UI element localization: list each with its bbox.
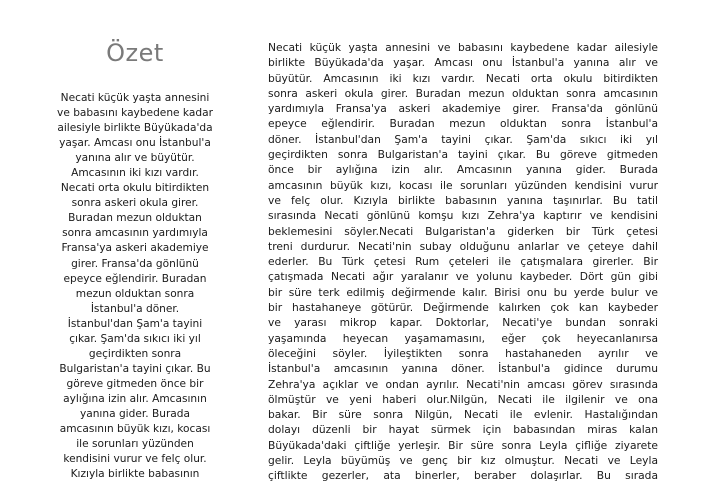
sidebar-line: Bulgaristan'a tayini çıkar. Bu: [59, 362, 211, 375]
main-text-line: epeyce eğlendirir. Buradan mezun olduktan sonra İstanbul'a: [268, 117, 658, 131]
sidebar-line: sonra askeri okula girer.: [71, 197, 199, 210]
main-text-line: sırasında Necati gönlünü komşu kızı Zehra'ya kaptırır ve kendisini: [268, 209, 658, 223]
main-text-line: dolayı düzenli bir hayat sürmek için babasından miras kalan: [268, 423, 658, 437]
sidebar-line: yanına alır ve büyütür.: [75, 152, 195, 165]
sidebar-line: Buradan mezun olduktan: [68, 212, 202, 225]
page-title: Özet: [106, 39, 164, 67]
sidebar-line: Kızıyla birlikte babasının: [70, 468, 200, 481]
sidebar-line: ve babasını kaybedene kadar: [57, 107, 213, 120]
main-text-line: Necati küçük yaşta annesini ve babasını kaybedene kadar ailesiyle: [268, 41, 658, 54]
sidebar-line: Necati orta okulu bitirdikten: [60, 182, 210, 195]
sidebar-line: geçirdikten sonra: [88, 347, 182, 360]
sidebar-line: aylığına izin alır. Amcasının: [63, 392, 207, 405]
main-text-line: amcasının büyük kızı, kocası ile sorunları yüzünden kendisini vurur: [268, 178, 658, 192]
main-text-line: gelir. Leyla büyümüş ve genç bir kız olmuştur. Necati ve Leyla: [268, 454, 658, 468]
main-text-line: treni durdurur. Necati'nin subay olduğunu anlarlar ve çeteye dahil: [268, 239, 658, 253]
summary-sidebar-text: [45, 91, 225, 482]
main-text-line: birlikte Büyükada'da yaşar. Amcası onu İstanbul'a yanına alır ve: [268, 56, 658, 70]
main-text-line: bakar. Bir süre sonra Nilgün, Necati ile evlenir. Hastalığından: [268, 408, 658, 422]
sidebar-line: epeyce eğlendirir. Buradan: [63, 272, 207, 285]
sidebar-line: mezun olduktan sonra: [75, 287, 195, 300]
sidebar-line: Amcasının iki kızı vardır.: [71, 167, 199, 180]
sidebar-line: ile sorunları yüzünden: [76, 438, 194, 451]
sidebar-line: kendisini vurur ve felç olur.: [63, 453, 207, 466]
sidebar-line: Fransa'ya askeri akademiye: [61, 242, 209, 255]
main-text-line: ve felç olur. Kızıyla birlikte babasının yanına taşınırlar. Bu tatil: [268, 193, 658, 207]
main-text-line: döner. İstanbul'dan Şam'a tayini çıkar. Şam'da sıkıcı iki yıl: [268, 132, 658, 146]
main-text-line: bir hastahaneye götürür. Değirmende kalırken çok kan kaybeder: [268, 301, 658, 315]
main-text-line: yardımıyla Fransa'ya askeri akademiye girer. Fransa'da gönlünü: [268, 102, 658, 116]
sidebar-line: girer. Fransa'da gönlünü: [71, 257, 199, 270]
main-text-line: ederler. Bu Türk çetesi Rum çeteleri ile çatışmalara girerler. Bir: [268, 255, 658, 269]
sidebar-line: sonra amcasının yardımıyla: [62, 227, 208, 240]
sidebar-line: yaşar. Amcası onu İstanbul'a: [59, 137, 211, 150]
main-text-line: yaşamında heyecan yaşamamasını, eğer çok heyecanlanırsa: [268, 331, 658, 345]
sidebar-line: göreve gitmeden önce bir: [66, 377, 204, 390]
main-text-line: Zehra'ya açıklar ve ondan ayrılır. Necati'nin amcası görev sırasında: [268, 377, 658, 391]
sidebar-line: Necati küçük yaşta annesini: [60, 92, 210, 104]
main-text-line: çiftlikte gezerler, ata binerler, beraber dolaşırlar. Bu sırada: [268, 469, 658, 483]
sidebar-line: yanına gider. Burada: [79, 407, 191, 420]
sidebar-line: ailesiyle birlikte Büyükada'da: [57, 122, 213, 135]
main-text-line: ve yarası mikrop kapar. Doktorlar, Necati'ye bundan sonraki: [268, 316, 658, 330]
sidebar-line: İstanbul'a döner.: [90, 302, 180, 315]
main-text-line: önce bir aylığına izin alır. Amcasının yanına gider. Burada: [268, 163, 658, 177]
sidebar-line: İstanbul'dan Şam'a tayini: [67, 317, 203, 330]
main-text-line: öleceğini söyler. İyileştikten sonra hastahaneden ayrılır ve: [268, 346, 658, 360]
main-text-line: İstanbul'a amcasının yanına döner. İstanbul'a gidince durumu: [268, 362, 658, 376]
main-text-line: Büyükada'daki çiftliğe yerleşir. Bir süre sonra Leyla çifliğe ziyarete: [268, 438, 658, 452]
main-text-line: beklemesini söyler.Necati Bulgaristan'a giderken bir Türk çetesi: [268, 224, 658, 238]
main-text-line: sonra askeri okula girer. Buradan mezun olduktan sonra amcasının: [268, 86, 658, 100]
sidebar-line: amcasının büyük kızı, kocası: [59, 423, 211, 436]
main-text-line: büyütür. Amcasının iki kızı vardır. Necati orta okulu bitirdikten: [268, 71, 658, 85]
main-body-text: [268, 40, 658, 484]
main-text-line: ölmüştür ve yeni haberi olur.Nilgün, Necati ile ilgilenir ve ona: [268, 392, 658, 406]
main-text-line: geçirdikten sonra Bulgaristan'a tayini çıkar. Bu göreve gitmeden: [268, 148, 658, 162]
sidebar-line: çıkar. Şam'da sıkıcı iki yıl: [69, 332, 201, 345]
main-text-line: bir süre terk edilmiş değirmende kalır. Birisi onu bu yerde bulur ve: [268, 285, 658, 299]
main-text-line: çatışmada Necati ağır yaralanır ve yolunu kaybeder. Dört gün gibi: [268, 270, 658, 284]
